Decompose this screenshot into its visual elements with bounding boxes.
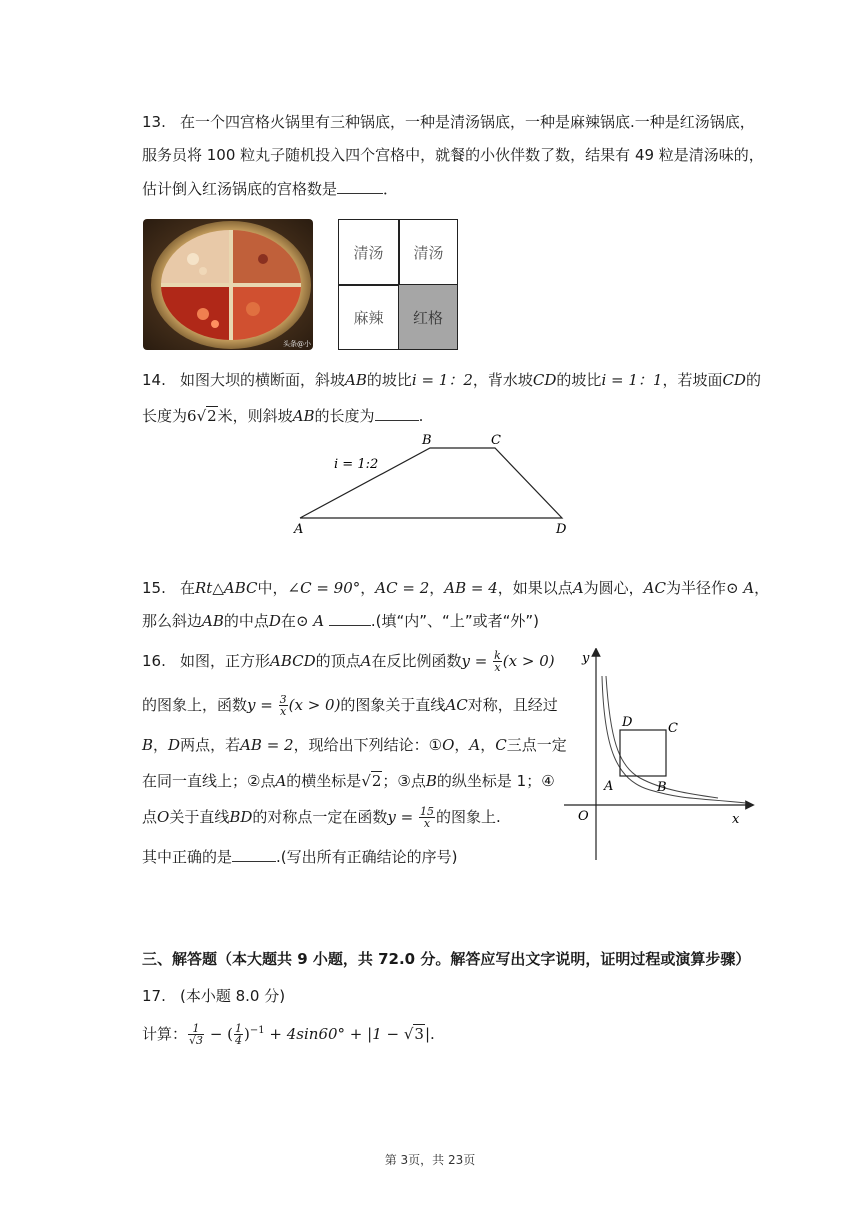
svg-text:头条@小: 头条@小	[283, 340, 311, 348]
q13-line3: 估计倒入红汤锅底的宫格数是 ．	[142, 180, 399, 198]
dam-cross-section-figure	[290, 430, 580, 540]
answer-blank[interactable]	[329, 611, 371, 626]
hotpot-photo	[143, 219, 313, 350]
q15-line1: 15. 在Rt△ABC中，∠C = 90°，AC = 2，AB = 4，如果以点A为圆心，AC为半径作⊙ A，	[142, 579, 770, 597]
point-C-label: C	[491, 433, 501, 448]
page-footer: 第 3页，共 23页	[384, 1153, 476, 1167]
point-D-label: D	[556, 522, 567, 537]
point-B-label: B	[657, 780, 667, 795]
section-title: 三、解答题（本大题共 9 小题，共 72.0 分。解答应写出文字说明，证明过程或演算步骤）	[142, 950, 751, 968]
point-B-label: B	[422, 433, 432, 448]
grid-cell-top-right: 清汤	[413, 243, 444, 262]
q16-line4: 在同一直线上；②点A的横坐标是√2；③点B的纵坐标是 1；④	[142, 772, 555, 790]
q13-number: 13.	[142, 113, 166, 131]
grid-cell-bottom-right: 红格	[399, 285, 457, 349]
q17-expression: 计算： $\frac{1}{√3}$ − ( $\frac{1}{4}$ )$^{-1}$ + 4sin60° + |1 − √3|.	[142, 1022, 435, 1047]
answer-blank[interactable]	[375, 406, 419, 421]
origin-label: O	[578, 809, 589, 824]
slope-label: i = 1:2	[334, 457, 379, 472]
x-axis-label: x	[732, 812, 740, 827]
grid-cell-bottom-left: 麻辣	[353, 308, 384, 327]
point-C-label: C	[668, 721, 678, 736]
point-A-label: A	[604, 779, 614, 794]
y-axis-label: y	[582, 651, 590, 666]
q13-line1: 13. 在一个四宫格火锅里有三种锅底，一种是清汤锅底，一种是麻辣锅底.一种是红汤锅底，	[142, 113, 755, 131]
q17-header: 17. (本小题 8.0 分)	[142, 987, 286, 1005]
answer-blank[interactable]	[337, 179, 383, 194]
q14-line2: 长度为6√2米，则斜坡AB的长度为 .	[142, 407, 424, 425]
q14-line1: 14. 如图大坝的横断面，斜坡AB的坡比i = 1：2，背水坡CD的坡比i = 1：1，若坡面CD的	[142, 371, 761, 389]
q16-line5: 点O关于直线BD的对称点一定在函数y = $\frac{15}{x}$ 的图象上.	[142, 805, 501, 830]
q13-line2: 服务员将 100 粒丸子随机投入四个宫格中，就餐的小伙伴数了数，结果有 49 粒是清汤味的，	[142, 146, 764, 164]
grid-cell-top-left: 清汤	[353, 243, 384, 262]
q16-line2: 的图象上，函数y = $\frac{3}{x}$ (x > 0)的图象关于直线AC对称，且经过	[142, 693, 558, 718]
hotpot-grid	[338, 219, 458, 350]
q16-line3: B，D两点，若AB = 2，现给出下列结论：①O，A，C三点一定	[142, 736, 567, 754]
answer-blank[interactable]	[232, 847, 276, 862]
q16-line1: 16. 如图，正方形ABCD的顶点A在反比例函数y = $\frac{k}{x}$ (x > 0)	[142, 649, 555, 674]
q15-line2: 那么斜边AB的中点D在⊙ A .(填“内”、“上”或者“外”)	[142, 612, 539, 630]
point-D-label: D	[622, 715, 633, 730]
q16-line6: 其中正确的是 .(写出所有正确结论的序号)	[142, 848, 458, 866]
point-A-label: A	[294, 522, 304, 537]
inverse-function-figure	[560, 648, 760, 863]
